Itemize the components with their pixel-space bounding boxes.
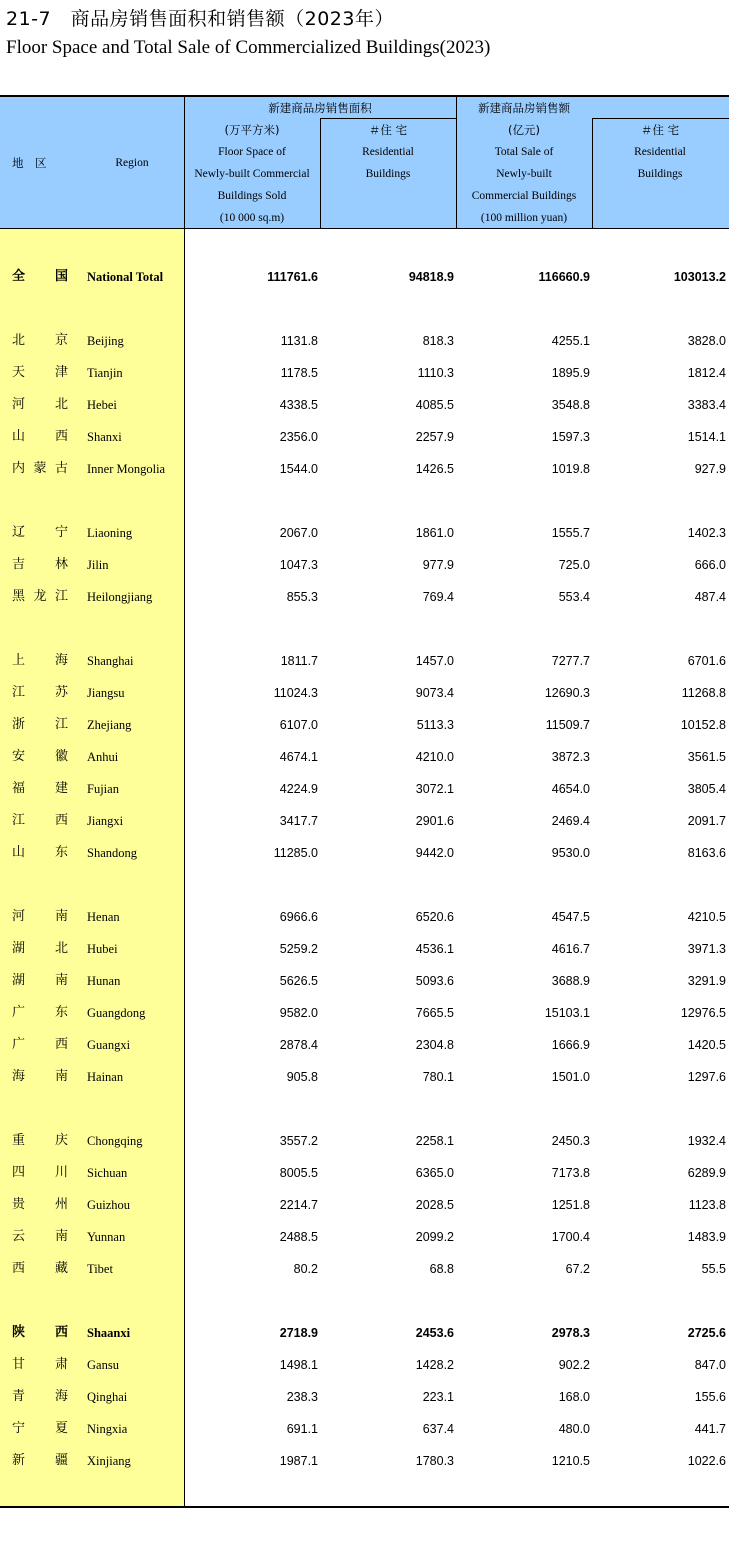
region-name-cn: 贵 州 [12, 1197, 68, 1212]
residential-floor-space-value: 7665.5 [415, 1006, 454, 1020]
region-name-cn: 湖 南 [12, 973, 68, 988]
total-sale-value: 902.2 [558, 1358, 590, 1372]
residential-sale-value: 155.6 [694, 1390, 726, 1404]
floor-space-value: 111761.6 [267, 270, 318, 284]
residential-sale-value: 103013.2 [673, 270, 726, 284]
table-row [0, 1067, 729, 1087]
residential-floor-space-value: 6365.0 [415, 1166, 454, 1180]
residential-sale-value: 1812.4 [687, 366, 726, 380]
region-name-cn: 云 南 [12, 1229, 68, 1244]
region-name-en: Shanxi [87, 430, 122, 444]
region-name-en: Hebei [87, 398, 117, 412]
table-row [0, 1355, 729, 1375]
table-row [0, 459, 729, 479]
residential-floor-space-value: 1426.5 [415, 462, 454, 476]
page-title-en: Floor Space and Total Sale of Commercialized Buildings(2023) [6, 37, 491, 58]
floor-space-value: 1498.1 [279, 1358, 318, 1372]
residential-floor-space-value: 2258.1 [415, 1134, 454, 1148]
residential-floor-space-value: 223.1 [422, 1390, 454, 1404]
header-residential-2-en-1: Residential [634, 146, 686, 158]
floor-space-value: 2718.9 [279, 1326, 318, 1340]
floor-space-value: 4338.5 [279, 398, 318, 412]
residential-sale-value: 1123.8 [688, 1198, 726, 1212]
region-name-en: Guangxi [87, 1038, 131, 1052]
header-total-sale-group: 新建商品房销售额 [478, 101, 570, 115]
total-sale-value: 480.0 [558, 1422, 590, 1436]
residential-floor-space-value: 4210.0 [415, 750, 454, 764]
table-row [0, 1035, 729, 1055]
residential-sale-value: 4210.5 [687, 910, 726, 924]
region-name-cn: 西 藏 [12, 1261, 68, 1276]
region-name-en: Henan [87, 910, 120, 924]
table-row [0, 1003, 729, 1023]
residential-sale-value: 1514.1 [687, 430, 726, 444]
region-name-cn: 青 海 [12, 1389, 68, 1404]
residential-floor-space-value: 1457.0 [415, 654, 454, 668]
region-name-cn: 河 南 [12, 909, 68, 924]
region-name-cn: 吉 林 [12, 557, 68, 572]
header-total-sale-unit-cn: (亿元) [508, 123, 540, 137]
floor-space-value: 2878.4 [279, 1038, 318, 1052]
region-name-cn: 全 国 [12, 269, 68, 284]
total-sale-value: 3872.3 [551, 750, 590, 764]
region-name-cn: 宁 夏 [12, 1421, 68, 1436]
region-column-divider [184, 229, 185, 1506]
total-sale-value: 1251.8 [551, 1198, 590, 1212]
region-name-en: Hunan [87, 974, 121, 988]
region-name-en: Beijing [87, 334, 124, 348]
header-residential-1-en-2: Buildings [365, 168, 411, 180]
table-row [0, 683, 729, 703]
region-name-cn: 天 津 [12, 365, 68, 380]
residential-sale-value: 487.4 [694, 590, 726, 604]
table-row [0, 427, 729, 447]
table-row [0, 395, 729, 415]
table-row [0, 1227, 729, 1247]
region-name-en: Inner Mongolia [87, 462, 166, 476]
region-name-en: Ningxia [87, 1422, 128, 1436]
residential-floor-space-value: 1780.3 [415, 1454, 454, 1468]
header-residential-1-cn: ＃住 宅 [368, 123, 408, 137]
total-sale-value: 725.0 [558, 558, 590, 572]
region-name-en: Yunnan [87, 1230, 126, 1244]
residential-floor-space-value: 2099.2 [415, 1230, 454, 1244]
region-name-en: Hainan [87, 1070, 124, 1084]
header-residential-1-en-1: Residential [362, 146, 414, 158]
header-floor-space-en-1: Floor Space of [218, 146, 286, 158]
floor-space-value: 905.8 [286, 1070, 318, 1084]
region-name-cn: 福 建 [12, 781, 68, 796]
header-region-en: Region [115, 157, 149, 169]
region-name-en: Hubei [87, 942, 118, 956]
region-name-cn: 海 南 [12, 1069, 68, 1084]
region-name-cn: 甘 肃 [12, 1357, 68, 1372]
total-sale-value: 1597.3 [551, 430, 590, 444]
total-sale-value: 4547.5 [551, 910, 590, 924]
floor-space-value: 1131.8 [280, 334, 318, 348]
floor-space-value: 855.3 [286, 590, 318, 604]
header-divider [320, 119, 321, 228]
header-total-sale-en-2: Newly-built [496, 168, 552, 180]
residential-sale-value: 2091.7 [687, 814, 726, 828]
region-name-en: Anhui [87, 750, 119, 764]
total-sale-value: 1700.4 [551, 1230, 590, 1244]
table-row [0, 1419, 729, 1439]
table-row [0, 267, 729, 287]
region-name-cn: 内 蒙 古 [12, 461, 68, 476]
residential-sale-value: 1402.3 [687, 526, 726, 540]
header-divider [320, 118, 456, 119]
region-name-en: Shanghai [87, 654, 134, 668]
region-name-cn: 江 苏 [12, 685, 68, 700]
header-residential-2-cn: ＃住 宅 [640, 123, 680, 137]
floor-space-value: 2356.0 [279, 430, 318, 444]
residential-sale-value: 1297.6 [687, 1070, 726, 1084]
table-row [0, 331, 729, 351]
region-name-cn: 安 徽 [12, 749, 68, 764]
header-divider [184, 97, 185, 228]
total-sale-value: 1555.7 [551, 526, 590, 540]
header-total-sale-unit-en: (100 million yuan) [480, 212, 568, 224]
total-sale-value: 1501.0 [551, 1070, 590, 1084]
total-sale-value: 1895.9 [551, 366, 590, 380]
residential-sale-value: 6289.9 [687, 1166, 726, 1180]
floor-space-value: 691.1 [286, 1422, 318, 1436]
table-row [0, 651, 729, 671]
total-sale-value: 1210.5 [551, 1454, 590, 1468]
region-name-en: Liaoning [87, 526, 133, 540]
total-sale-value: 1019.8 [551, 462, 590, 476]
header-total-sale-en-1: Total Sale of [494, 146, 554, 158]
region-name-cn: 辽 宁 [12, 525, 68, 540]
floor-space-value: 2067.0 [279, 526, 318, 540]
residential-sale-value: 1932.4 [687, 1134, 726, 1148]
floor-space-value: 1811.7 [280, 654, 318, 668]
table-bottom-rule [0, 1506, 729, 1508]
residential-sale-value: 55.5 [701, 1262, 726, 1276]
floor-space-value: 1987.1 [279, 1454, 318, 1468]
region-name-en: Qinghai [87, 1390, 128, 1404]
residential-floor-space-value: 1110.3 [417, 366, 454, 380]
header-divider [592, 119, 593, 228]
residential-floor-space-value: 2028.5 [415, 1198, 454, 1212]
table-row [0, 1195, 729, 1215]
region-name-cn: 黑 龙 江 [12, 589, 68, 604]
residential-sale-value: 12976.5 [680, 1006, 726, 1020]
region-name-cn: 陕 西 [12, 1325, 68, 1340]
residential-floor-space-value: 2453.6 [415, 1326, 454, 1340]
total-sale-value: 11509.7 [545, 718, 590, 732]
total-sale-value: 116660.9 [538, 270, 590, 284]
header-floor-space-unit-cn: (万平方米) [224, 123, 280, 137]
total-sale-value: 3688.9 [551, 974, 590, 988]
residential-floor-space-value: 5093.6 [415, 974, 454, 988]
region-name-en: Guangdong [87, 1006, 146, 1020]
floor-space-value: 1544.0 [279, 462, 318, 476]
floor-space-value: 4224.9 [279, 782, 318, 796]
residential-sale-value: 3561.5 [687, 750, 726, 764]
residential-floor-space-value: 9073.4 [415, 686, 454, 700]
table-row [0, 523, 729, 543]
region-name-en: Tibet [87, 1262, 113, 1276]
page-title-cn: 21-7 商品房销售面积和销售额（2023年） [6, 8, 394, 30]
region-column-highlight [0, 229, 184, 1506]
floor-space-value: 2488.5 [279, 1230, 318, 1244]
header-total-sale-en-3: Commercial Buildings [471, 190, 577, 202]
header-floor-space-group: 新建商品房销售面积 [268, 101, 372, 115]
floor-space-value: 8005.5 [279, 1166, 318, 1180]
table-row [0, 747, 729, 767]
region-name-en: Fujian [87, 782, 119, 796]
floor-space-value: 80.2 [293, 1262, 318, 1276]
region-name-en: Tianjin [87, 366, 123, 380]
floor-space-value: 2214.7 [279, 1198, 318, 1212]
region-name-en: Gansu [87, 1358, 119, 1372]
region-name-en: Chongqing [87, 1134, 143, 1148]
floor-space-value: 5259.2 [279, 942, 318, 956]
table-row [0, 843, 729, 863]
total-sale-value: 2469.4 [551, 814, 590, 828]
residential-sale-value: 11268.8 [681, 686, 726, 700]
table-row [0, 907, 729, 927]
total-sale-value: 67.2 [565, 1262, 590, 1276]
total-sale-value: 9530.0 [551, 846, 590, 860]
residential-sale-value: 1022.6 [687, 1454, 726, 1468]
total-sale-value: 4616.7 [551, 942, 590, 956]
residential-sale-value: 3805.4 [687, 782, 726, 796]
total-sale-value: 7173.8 [551, 1166, 590, 1180]
residential-sale-value: 847.0 [694, 1358, 726, 1372]
residential-sale-value: 1420.5 [687, 1038, 726, 1052]
header-region-cn: 地 区 [12, 156, 47, 170]
residential-sale-value: 927.9 [694, 462, 726, 476]
table-row [0, 811, 729, 831]
residential-floor-space-value: 4536.1 [415, 942, 454, 956]
total-sale-value: 2978.3 [551, 1326, 590, 1340]
header-divider [456, 97, 457, 228]
floor-space-value: 11285.0 [273, 846, 318, 860]
region-name-en: Jiangxi [87, 814, 124, 828]
residential-floor-space-value: 2901.6 [415, 814, 454, 828]
region-name-en: Zhejiang [87, 718, 132, 732]
floor-space-value: 11024.3 [273, 686, 318, 700]
floor-space-value: 3557.2 [279, 1134, 318, 1148]
total-sale-value: 553.4 [558, 590, 590, 604]
floor-space-value: 1178.5 [280, 366, 318, 380]
region-name-cn: 山 西 [12, 429, 68, 444]
residential-sale-value: 2725.6 [687, 1326, 726, 1340]
region-name-en: Xinjiang [87, 1454, 131, 1468]
table-row [0, 555, 729, 575]
region-name-cn: 河 北 [12, 397, 68, 412]
header-floor-space-unit-en: (10 000 sq.m) [219, 212, 285, 224]
region-name-cn: 上 海 [12, 653, 68, 668]
residential-floor-space-value: 769.4 [422, 590, 454, 604]
residential-sale-value: 441.7 [694, 1422, 726, 1436]
region-name-en: Heilongjiang [87, 590, 153, 604]
region-name-cn: 江 西 [12, 813, 68, 828]
total-sale-value: 15103.1 [544, 1006, 590, 1020]
total-sale-value: 1666.9 [551, 1038, 590, 1052]
residential-sale-value: 3383.4 [687, 398, 726, 412]
residential-floor-space-value: 1861.0 [415, 526, 454, 540]
residential-floor-space-value: 780.1 [422, 1070, 454, 1084]
total-sale-value: 7277.7 [551, 654, 590, 668]
residential-floor-space-value: 2257.9 [415, 430, 454, 444]
residential-sale-value: 3828.0 [687, 334, 726, 348]
region-name-en: Guizhou [87, 1198, 131, 1212]
table-row [0, 779, 729, 799]
region-name-cn: 四 川 [12, 1165, 68, 1180]
floor-space-value: 4674.1 [279, 750, 318, 764]
total-sale-value: 12690.3 [544, 686, 590, 700]
total-sale-value: 168.0 [558, 1390, 590, 1404]
table-row [0, 1259, 729, 1279]
table-row [0, 1163, 729, 1183]
header-divider [592, 118, 729, 119]
residential-floor-space-value: 6520.6 [415, 910, 454, 924]
floor-space-value: 5626.5 [279, 974, 318, 988]
region-name-cn: 新 疆 [12, 1453, 68, 1468]
table-row [0, 587, 729, 607]
residential-floor-space-value: 9442.0 [415, 846, 454, 860]
residential-floor-space-value: 2304.8 [415, 1038, 454, 1052]
table-row [0, 715, 729, 735]
region-name-cn: 山 东 [12, 845, 68, 860]
region-name-cn: 湖 北 [12, 941, 68, 956]
region-name-en: Shaanxi [87, 1326, 131, 1340]
region-name-cn: 重 庆 [12, 1133, 68, 1148]
region-name-en: Sichuan [87, 1166, 128, 1180]
total-sale-value: 4255.1 [551, 334, 590, 348]
residential-floor-space-value: 5113.3 [416, 718, 454, 732]
total-sale-value: 2450.3 [551, 1134, 590, 1148]
residential-sale-value: 3971.3 [687, 942, 726, 956]
residential-sale-value: 6701.6 [687, 654, 726, 668]
region-name-cn: 浙 江 [12, 717, 68, 732]
region-name-cn: 广 东 [12, 1005, 68, 1020]
residential-floor-space-value: 94818.9 [408, 270, 454, 284]
table-row [0, 971, 729, 991]
total-sale-value: 3548.8 [551, 398, 590, 412]
floor-space-value: 1047.3 [279, 558, 318, 572]
header-floor-space-en-2: Newly-built Commercial [194, 168, 310, 180]
residential-floor-space-value: 1428.2 [415, 1358, 454, 1372]
residential-floor-space-value: 4085.5 [415, 398, 454, 412]
table-row [0, 1451, 729, 1471]
table-row [0, 1387, 729, 1407]
floor-space-value: 9582.0 [279, 1006, 318, 1020]
region-name-en: Jiangsu [87, 686, 125, 700]
floor-space-value: 6966.6 [279, 910, 318, 924]
residential-sale-value: 8163.6 [687, 846, 726, 860]
header-residential-2-en-2: Buildings [637, 168, 683, 180]
total-sale-value: 4654.0 [551, 782, 590, 796]
residential-floor-space-value: 3072.1 [415, 782, 454, 796]
region-name-cn: 广 西 [12, 1037, 68, 1052]
region-name-en: Shandong [87, 846, 137, 860]
residential-sale-value: 1483.9 [687, 1230, 726, 1244]
residential-floor-space-value: 977.9 [422, 558, 454, 572]
header-floor-space-en-3: Buildings Sold [217, 190, 287, 202]
table-row [0, 939, 729, 959]
floor-space-value: 238.3 [286, 1390, 318, 1404]
floor-space-value: 6107.0 [279, 718, 318, 732]
region-name-en: National Total [87, 270, 164, 284]
residential-floor-space-value: 818.3 [422, 334, 454, 348]
residential-floor-space-value: 637.4 [422, 1422, 454, 1436]
table-row [0, 1131, 729, 1151]
residential-floor-space-value: 68.8 [429, 1262, 454, 1276]
floor-space-value: 3417.7 [279, 814, 318, 828]
residential-sale-value: 666.0 [694, 558, 726, 572]
table-row [0, 363, 729, 383]
table-header [0, 97, 729, 228]
table-row [0, 1323, 729, 1343]
region-name-en: Jilin [87, 558, 109, 572]
residential-sale-value: 10152.8 [680, 718, 726, 732]
residential-sale-value: 3291.9 [687, 974, 726, 988]
region-name-cn: 北 京 [12, 333, 68, 348]
